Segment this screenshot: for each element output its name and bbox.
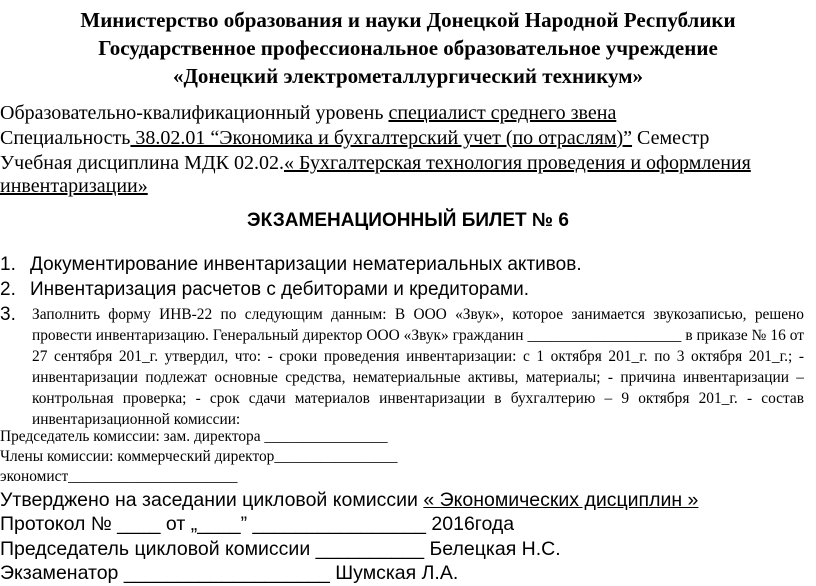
specialty-value: 38.02.01 “Экономика и бухгалтерский учет (по отраслям)” <box>130 127 633 149</box>
approval-commission: « Экономических дисциплин » <box>423 489 699 511</box>
ticket-title: ЭКЗАМЕНАЦИОННЫЙ БИЛЕТ № 6 <box>247 210 569 231</box>
question-2-number: 2. <box>0 279 16 300</box>
specialty-line <box>0 127 709 149</box>
commission-economist: экономист______________________ <box>0 468 238 485</box>
semester-label: Семестр <box>632 127 710 149</box>
chair-signature-blank: __________ <box>315 538 425 560</box>
chair-signature-name: Белецкая Н.С. <box>424 538 561 560</box>
question-3-text: Заполнить форму ИНВ-22 по следующим данным: В ООО «Звук», которое занимается звукозаписью, решено провести инвентаризацию. Генеральный директор ООО «Звук» гражданин ____________________ в приказе № 16 от 27 сентября 201_г. утвердил, что: - сроки проведения инвентаризации: с 1 октября 201_г. по 3 октября 201_г.; - инвентаризации подлежат основные средства, нематериальные активы, материалы; - причина инвентаризации – контрольная проверка; - срок сдачи материалов инвентаризации в бухгалтерию – 9 октября 201_г. - состав инвентаризационной комиссии: <box>32 306 804 428</box>
question-1-number: 1. <box>0 254 16 275</box>
qualification-level-label: Образовательно-квалификационный уровень <box>0 102 389 124</box>
discipline-line-2 <box>0 175 148 197</box>
question-1 <box>0 254 582 276</box>
examiner-blank: ___________________ <box>123 562 330 584</box>
protocol-line: Протокол № ____ от „____” ________________ 2016года <box>0 513 515 535</box>
commission-chair: Председатель комиссии: зам. директора ________________ <box>0 428 388 445</box>
discipline-line <box>0 152 751 174</box>
institution-name-line: «Донецкий электрометаллургический техникум» <box>172 64 644 88</box>
question-2 <box>0 279 529 301</box>
approval-prefix: Утверджено на заседании цикловой комиссии <box>0 489 424 511</box>
examiner-signature <box>0 561 458 585</box>
examiner-label: Экзаменатор <box>0 562 124 584</box>
chair-signature-label: Председатель цикловой комиссии <box>0 538 316 560</box>
qualification-level <box>0 102 616 124</box>
commission-chair-signature <box>0 537 561 561</box>
discipline-value-1: « Бухгалтерская технология проведения и оформления <box>283 152 751 174</box>
institution-type-line: Государственное профессиональное образовательное учреждение <box>98 36 718 60</box>
ministry-line: Министерство образования и науки Донецкой Народной Республики <box>80 8 736 32</box>
specialty-label: Специальность <box>0 127 131 149</box>
qualification-level-value: специалист среднего звена <box>388 102 617 124</box>
question-1-text: Документирование инвентаризации нематериальных активов. <box>30 254 582 275</box>
commission-members: Члены комиссии: коммерческий директор________________ <box>0 448 398 465</box>
discipline-label: Учебная дисциплина МДК 02.02. <box>0 152 284 174</box>
question-3-number: 3. <box>0 304 16 325</box>
question-2-text: Инвентаризация расчетов с дебиторами и кредиторами. <box>30 279 529 300</box>
approval-line <box>0 488 698 512</box>
discipline-value-2: инвентаризации» <box>0 175 148 197</box>
examiner-name: Шумская Л.А. <box>329 562 459 584</box>
